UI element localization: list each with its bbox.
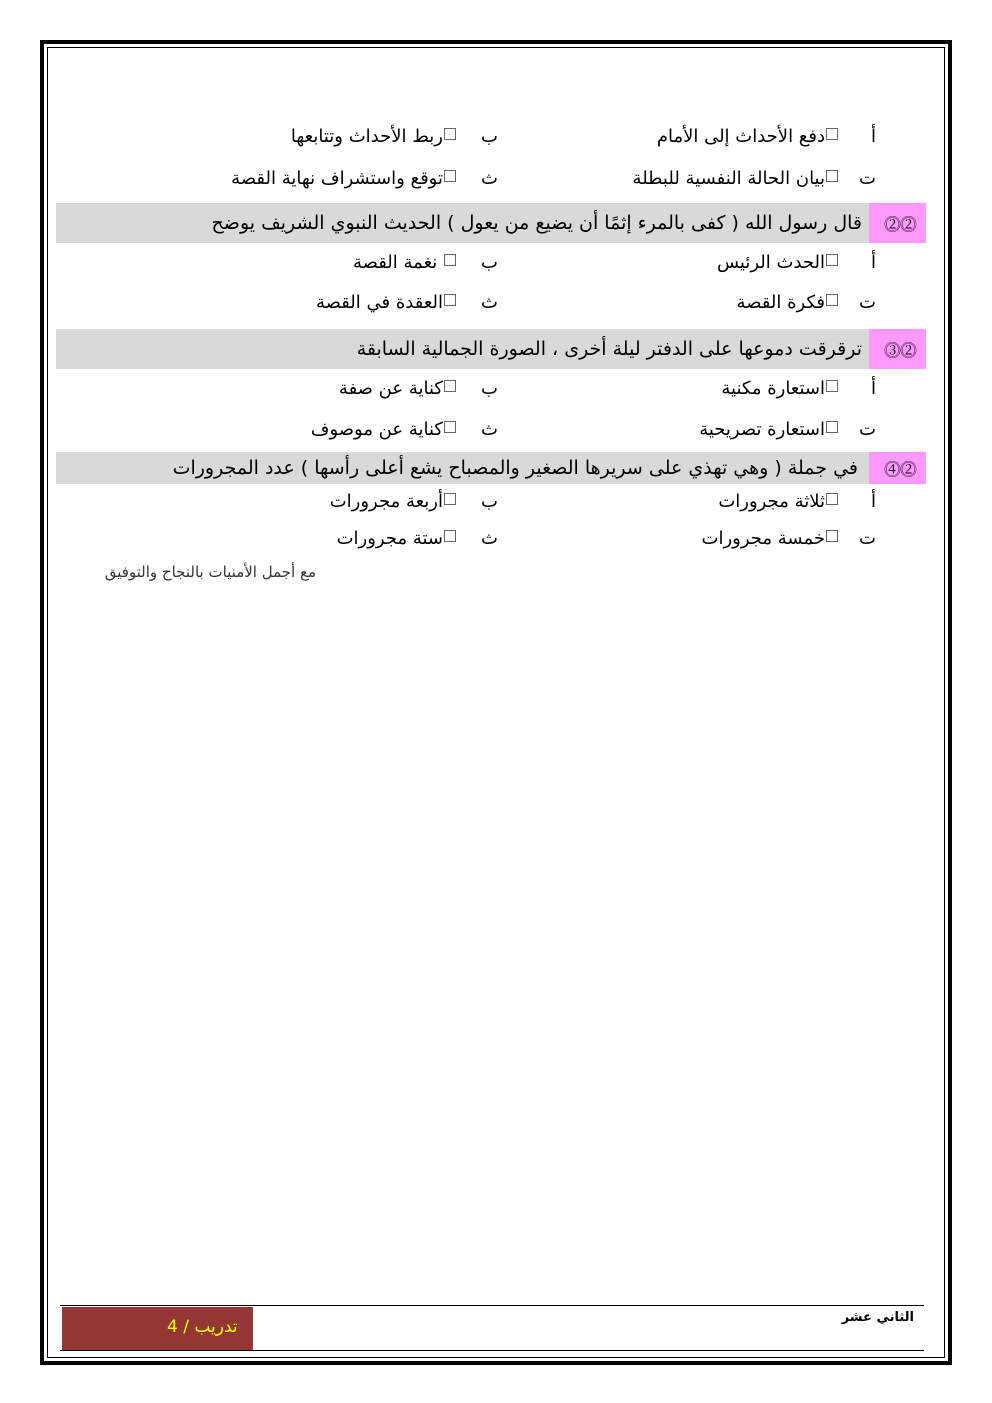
checkbox-icon[interactable]	[444, 421, 456, 433]
q2-option-a[interactable]: الحدث الرئيس	[717, 252, 838, 273]
q2-option-t[interactable]: فكرة القصة	[737, 292, 838, 313]
option-letter: ث	[481, 419, 498, 440]
q1-option-b[interactable]: ربط الأحداث وتتابعها	[291, 126, 456, 147]
checkbox-icon[interactable]	[444, 493, 456, 505]
q4-options-row-2	[56, 522, 926, 558]
q1-option-th[interactable]: توقع واستشراف نهاية القصة	[231, 168, 456, 189]
footer-training-box	[62, 1307, 253, 1350]
page-border-inner	[47, 47, 945, 1358]
option-letter: أ	[870, 378, 876, 399]
checkbox-icon[interactable]	[826, 170, 838, 182]
q3-question-bar	[56, 329, 926, 369]
footer-grade: الثاني عشر	[841, 1310, 914, 1325]
q2-option-b[interactable]: نغمة القصة	[353, 252, 456, 273]
checkbox-icon[interactable]	[826, 294, 838, 306]
option-letter: ت	[859, 419, 876, 440]
option-letter: ب	[481, 491, 498, 512]
checkbox-icon[interactable]	[826, 421, 838, 433]
q4-option-th[interactable]: ستة مجرورات	[337, 528, 456, 549]
option-letter: أ	[870, 126, 876, 147]
q1-options-row-1	[56, 120, 926, 156]
option-letter: ت	[859, 168, 876, 189]
option-letter: ت	[859, 528, 876, 549]
q4-options-row-1	[56, 485, 926, 521]
q3-options-row-1	[56, 372, 926, 408]
q3-option-t[interactable]: استعارة تصريحية	[699, 419, 838, 440]
q1-option-t[interactable]: بيان الحالة النفسية للبطلة	[633, 168, 838, 189]
checkbox-icon[interactable]	[444, 530, 456, 542]
checkbox-icon[interactable]	[826, 128, 838, 140]
option-letter: ب	[481, 126, 498, 147]
q1-options-row-2	[56, 162, 926, 198]
number-glyph-icon: ⓶⓷	[884, 341, 916, 362]
q2-question-text: قال رسول الله ( كفى بالمرء إثمًا أن يضيع من يعول ) الحديث النبوي الشريف يوضح	[211, 212, 862, 234]
checkbox-icon[interactable]	[444, 128, 456, 140]
q4-question-bar	[56, 452, 926, 484]
option-letter: أ	[870, 491, 876, 512]
q3-options-row-2	[56, 413, 926, 449]
question-number-badge	[869, 203, 926, 243]
option-letter: ت	[859, 292, 876, 313]
question-number-badge	[869, 452, 926, 484]
q3-question-text: ترقرقت دموعها على الدفتر ليلة أخرى ، الصورة الجمالية السابقة	[356, 338, 862, 360]
checkbox-icon[interactable]	[826, 530, 838, 542]
q2-question-bar	[56, 203, 926, 243]
checkbox-icon[interactable]	[444, 294, 456, 306]
q3-option-th[interactable]: كناية عن موصوف	[311, 419, 456, 440]
q3-option-a[interactable]: استعارة مكنية	[721, 378, 838, 399]
q2-options-row-2	[56, 286, 926, 322]
option-letter: ب	[481, 252, 498, 273]
question-number-badge	[869, 329, 926, 369]
option-letter: ث	[481, 528, 498, 549]
checkbox-icon[interactable]	[444, 254, 456, 266]
q3-option-b[interactable]: كناية عن صفة	[339, 378, 456, 399]
q1-option-a[interactable]: دفع الأحداث إلى الأمام	[657, 126, 838, 147]
q2-options-row-1	[56, 246, 926, 282]
option-letter: أ	[870, 252, 876, 273]
checkbox-icon[interactable]	[826, 254, 838, 266]
footer-bottom-line	[60, 1350, 924, 1351]
option-letter: ث	[481, 168, 498, 189]
q4-question-text: في جملة ( وهي تهذي على سريرها الصغير والمصباح يشع أعلى رأسها ) عدد المجرورات	[172, 457, 858, 479]
closing-wishes: مع أجمل الأمنيات بالنجاح والتوفيق	[104, 563, 316, 581]
footer-training-label: تدريب / 4	[167, 1317, 238, 1337]
checkbox-icon[interactable]	[826, 380, 838, 392]
checkbox-icon[interactable]	[444, 170, 456, 182]
checkbox-icon[interactable]	[826, 493, 838, 505]
q4-option-a[interactable]: ثلاثة مجرورات	[718, 491, 838, 512]
checkbox-icon[interactable]	[444, 380, 456, 392]
option-letter: ث	[481, 292, 498, 313]
q2-option-th[interactable]: العقدة في القصة	[316, 292, 456, 313]
q4-option-b[interactable]: أربعة مجرورات	[330, 491, 456, 512]
footer-top-line	[60, 1305, 924, 1306]
number-glyph-icon: ⓶⓸	[884, 460, 916, 481]
q4-option-t[interactable]: خمسة مجرورات	[702, 528, 839, 549]
option-letter: ب	[481, 378, 498, 399]
number-glyph-icon: ⓶⓶	[884, 215, 916, 236]
